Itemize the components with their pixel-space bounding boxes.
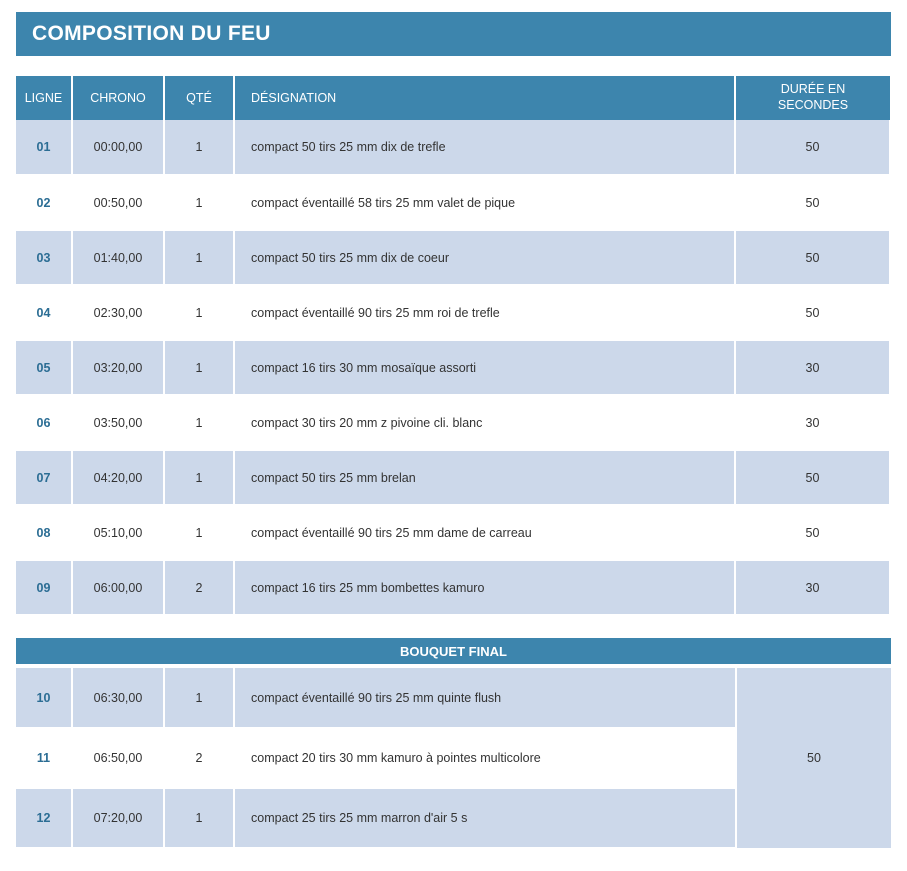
cell-designation: compact éventaillé 58 tirs 25 mm valet de pique xyxy=(234,175,735,230)
table-row xyxy=(16,450,890,505)
cell-ligne: 09 xyxy=(16,560,72,615)
cell-qte: 1 xyxy=(164,120,234,175)
cell-designation: compact éventaillé 90 tirs 25 mm roi de trefle xyxy=(234,285,735,340)
cell-qte: 1 xyxy=(164,450,234,505)
cell-duree: 50 xyxy=(735,120,890,175)
cell-qte: 1 xyxy=(164,505,234,560)
cell-ligne: 03 xyxy=(16,230,72,285)
column-header-ligne: LIGNE xyxy=(16,76,72,120)
cell-ligne: 08 xyxy=(16,505,72,560)
cell-chrono: 02:30,00 xyxy=(72,285,164,340)
column-header-designation: DÉSIGNATION xyxy=(234,76,735,120)
cell-designation: compact éventaillé 90 tirs 25 mm quinte flush xyxy=(234,668,736,728)
cell-ligne: 11 xyxy=(16,728,72,788)
cell-chrono: 06:30,00 xyxy=(72,668,164,728)
cell-ligne: 02 xyxy=(16,175,72,230)
cell-chrono: 04:20,00 xyxy=(72,450,164,505)
composition-table xyxy=(16,76,891,616)
cell-designation: compact 50 tirs 25 mm dix de coeur xyxy=(234,230,735,285)
page-title: COMPOSITION DU FEU xyxy=(32,22,271,45)
bouquet-final-table xyxy=(16,668,891,849)
table-row xyxy=(16,668,891,728)
cell-qte: 2 xyxy=(164,728,234,788)
cell-designation: compact 25 tirs 25 mm marron d'air 5 s xyxy=(234,788,736,848)
cell-ligne: 12 xyxy=(16,788,72,848)
bouquet-final-title: BOUQUET FINAL xyxy=(400,643,507,659)
cell-designation: compact 16 tirs 30 mm mosaïque assorti xyxy=(234,340,735,395)
table-row xyxy=(16,505,890,560)
column-header-qte: QTÉ xyxy=(164,76,234,120)
table-row xyxy=(16,560,890,615)
cell-duree: 50 xyxy=(735,285,890,340)
cell-duree: 50 xyxy=(735,175,890,230)
cell-duree: 30 xyxy=(735,340,890,395)
cell-ligne: 05 xyxy=(16,340,72,395)
table-row xyxy=(16,340,890,395)
cell-chrono: 06:00,00 xyxy=(72,560,164,615)
cell-duree: 30 xyxy=(735,395,890,450)
document-title-bar xyxy=(16,12,891,56)
cell-ligne: 07 xyxy=(16,450,72,505)
cell-duree: 50 xyxy=(735,450,890,505)
table-row xyxy=(16,395,890,450)
cell-qte: 1 xyxy=(164,230,234,285)
cell-duree: 30 xyxy=(735,560,890,615)
cell-ligne: 06 xyxy=(16,395,72,450)
cell-chrono: 03:20,00 xyxy=(72,340,164,395)
cell-chrono: 07:20,00 xyxy=(72,788,164,848)
cell-designation: compact 30 tirs 20 mm z pivoine cli. blanc xyxy=(234,395,735,450)
cell-qte: 1 xyxy=(164,668,234,728)
cell-designation: compact 16 tirs 25 mm bombettes kamuro xyxy=(234,560,735,615)
cell-chrono: 06:50,00 xyxy=(72,728,164,788)
cell-designation: compact 50 tirs 25 mm dix de trefle xyxy=(234,120,735,175)
table-header-row xyxy=(16,76,890,120)
cell-duree-bouquet: 50 xyxy=(736,668,891,848)
cell-ligne: 01 xyxy=(16,120,72,175)
column-header-duree: DURÉE EN SECONDES xyxy=(735,76,890,120)
table-row xyxy=(16,175,890,230)
cell-designation: compact 50 tirs 25 mm brelan xyxy=(234,450,735,505)
cell-chrono: 01:40,00 xyxy=(72,230,164,285)
cell-qte: 1 xyxy=(164,788,234,848)
table-row xyxy=(16,285,890,340)
cell-qte: 1 xyxy=(164,285,234,340)
cell-designation: compact 20 tirs 30 mm kamuro à pointes multicolore xyxy=(234,728,736,788)
cell-chrono: 05:10,00 xyxy=(72,505,164,560)
cell-qte: 1 xyxy=(164,395,234,450)
cell-qte: 2 xyxy=(164,560,234,615)
table-row xyxy=(16,120,890,175)
table-header xyxy=(16,76,890,120)
cell-duree: 50 xyxy=(735,230,890,285)
cell-qte: 1 xyxy=(164,175,234,230)
table-body xyxy=(16,120,890,615)
table-row xyxy=(16,230,890,285)
cell-ligne: 10 xyxy=(16,668,72,728)
cell-ligne: 04 xyxy=(16,285,72,340)
cell-chrono: 03:50,00 xyxy=(72,395,164,450)
cell-designation: compact éventaillé 90 tirs 25 mm dame de carreau xyxy=(234,505,735,560)
cell-duree: 50 xyxy=(735,505,890,560)
column-header-chrono: CHRONO xyxy=(72,76,164,120)
cell-qte: 1 xyxy=(164,340,234,395)
cell-chrono: 00:00,00 xyxy=(72,120,164,175)
cell-chrono: 00:50,00 xyxy=(72,175,164,230)
bouquet-final-header xyxy=(16,638,891,664)
bouquet-table-body xyxy=(16,668,891,848)
